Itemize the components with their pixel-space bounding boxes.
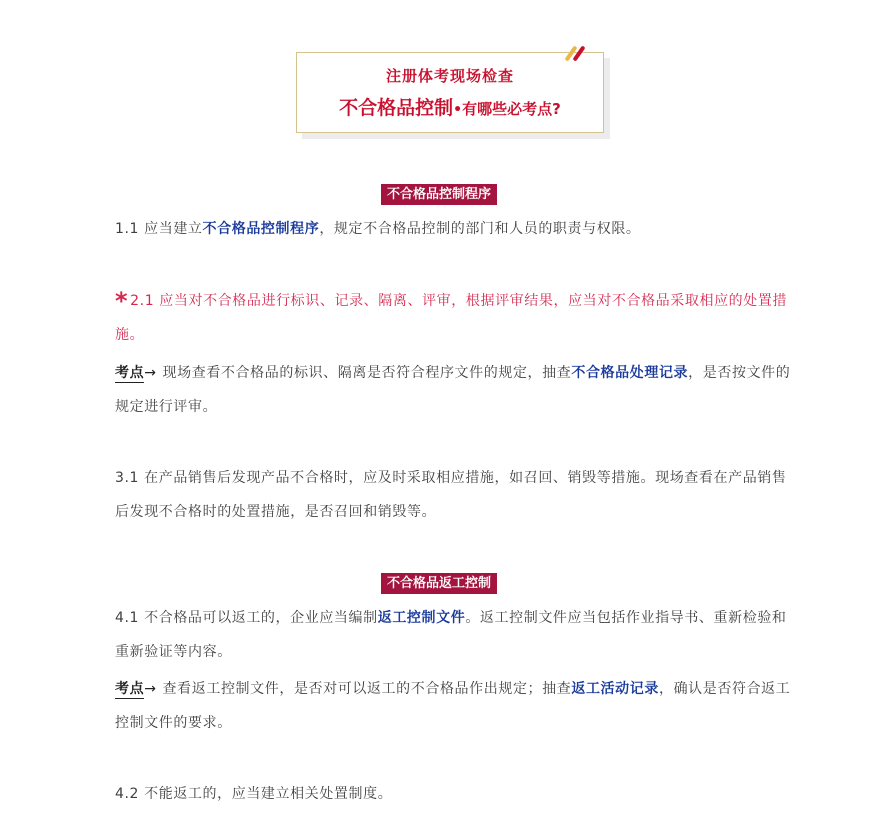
arrow-icon: → <box>144 365 157 381</box>
paragraph-3-1: 3.1 在产品销售后发现产品不合格时，应及时采取相应措施，如召回、销毁等措施。现场查看在产品销售后发现不合格时的处置措施，是否召回和销毁等。 <box>115 470 787 520</box>
key-point-4-1: 考点→ 查看返工控制文件，是否对可以返工的不合格品作出规定；抽查返工活动记录，确认是否符合返工控制文件的要求。 <box>115 681 791 731</box>
title-line-1: 注册体考现场检查 <box>385 67 514 85</box>
paragraph-1-1: 1.1 应当建立不合格品控制程序，规定不合格品控制的部门和人员的职责与权限。 <box>115 221 641 237</box>
paragraph-2-1: * 2.1 应当对不合格品进行标识、记录、隔离、评审，根据评审结果，应当对不合格品采取相应的处置措施。 <box>115 287 788 343</box>
highlight-term: 不合格品处理记录 <box>571 365 689 381</box>
key-point-label: 考点 <box>115 365 145 381</box>
arrow-icon: → <box>144 681 157 697</box>
highlight-term: 不合格品控制程序 <box>202 221 320 237</box>
star-marker: * <box>115 287 129 315</box>
paragraph-4-2: 4.2 不能返工的，应当建立相关处置制度。 <box>115 786 393 802</box>
title-card <box>296 52 604 133</box>
section-title-procedure: 不合格品控制程序 <box>381 184 497 205</box>
section-title-rework: 不合格品返工控制 <box>381 573 497 594</box>
paragraph-4-1: 4.1 不合格品可以返工的，企业应当编制返工控制文件。返工控制文件应当包括作业指导书、重新检验和重新验证等内容。 <box>115 610 787 660</box>
title-dot: • <box>453 102 463 118</box>
title-line-2 <box>297 96 603 122</box>
highlight-term: 返工活动记录 <box>571 681 659 697</box>
title-sub: 有哪些必考点? <box>462 100 561 118</box>
key-point-label: 考点 <box>115 681 145 697</box>
title-main: 不合格品控制 <box>339 97 454 119</box>
highlight-term: 返工控制文件 <box>377 610 466 626</box>
key-point-2-1: 考点→ 现场查看不合格品的标识、隔离是否符合程序文件的规定，抽查不合格品处理记录，是否按文件的规定进行评审。 <box>115 365 791 415</box>
